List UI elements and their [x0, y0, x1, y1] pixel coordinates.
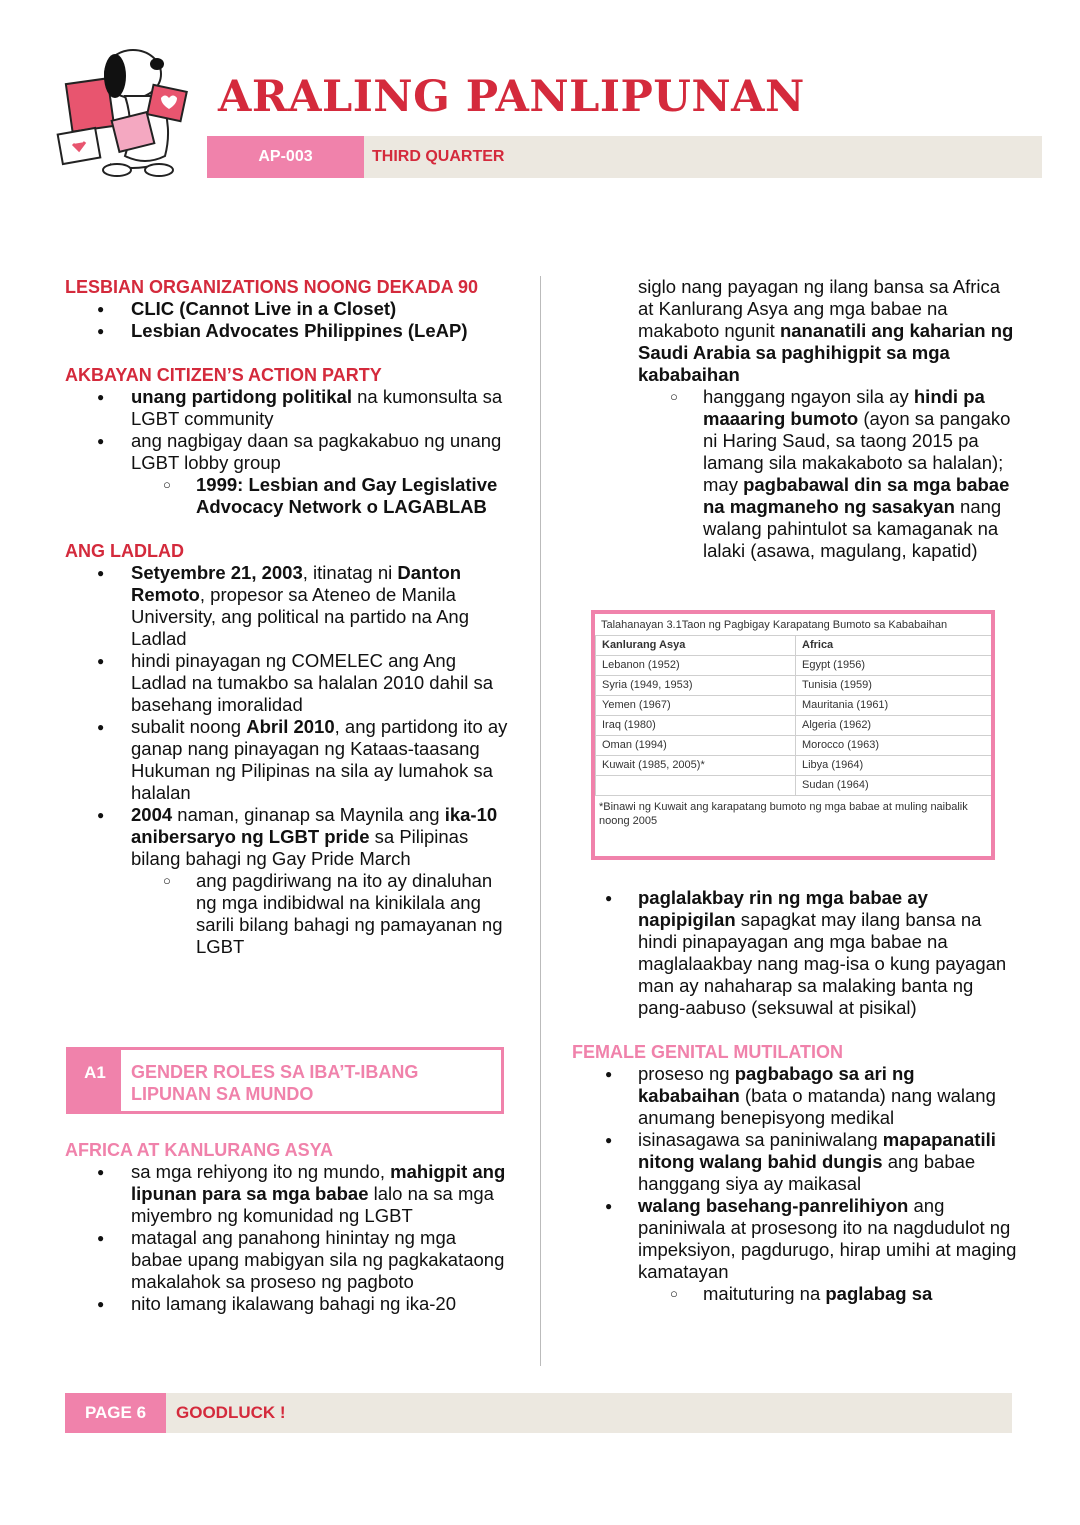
list-item: ● Lesbian Advocates Philippines (LeAP) — [65, 320, 510, 342]
table-row — [596, 656, 992, 676]
table-row — [596, 716, 992, 736]
continued-paragraph: siglo nang payagan ng ilang bansa sa Africa at Kanlurang Asya ang mga babae na makaboto ngunit nananatili ang kaharian ng Saudi Arabia sa paghihigpit sa mga kababaihan — [638, 276, 1014, 385]
table-cell: Mauritania (1961) — [796, 696, 992, 716]
heading-akbayan: AKBAYAN CITIZEN’S ACTION PARTY — [65, 365, 382, 385]
sub-list-item: ○ maituturing na paglabag sa — [572, 1283, 1017, 1305]
voting-rights-table-image — [591, 610, 995, 860]
right-column-top — [572, 276, 1017, 562]
section-tag: A1 — [69, 1050, 121, 1111]
table-cell: Algeria (1962) — [796, 716, 992, 736]
list-item: ● 2004 naman, ginanap sa Maynila ang ika-10 anibersaryo ng LGBT pride sa Pilipinas bilang bahagi ng Gay Pride March — [65, 804, 510, 870]
heading-lesbian-orgs: LESBIAN ORGANIZATIONS NOONG DEKADA 90 — [65, 277, 479, 297]
table-cell: Lebanon (1952) — [596, 656, 796, 676]
snoopy-logo-icon — [55, 36, 195, 181]
quarter-label: THIRD QUARTER — [372, 148, 505, 165]
voting-rights-table — [595, 635, 992, 796]
table-row — [596, 736, 992, 756]
list-item: ● Setyembre 21, 2003, itinatag ni Danton Remoto, propesor sa Ateneo de Manila University, ang political na partido na Ang Ladlad — [65, 562, 510, 650]
table-caption: Talahanayan 3.1Taon ng Pagbigay Karapatang Bumoto sa Kababaihan — [601, 619, 948, 631]
course-code: AP-003 — [207, 136, 364, 178]
table-cell: Syria (1949, 1953) — [596, 676, 796, 696]
table-cell: Iraq (1980) — [596, 716, 796, 736]
list-item: ● ang nagbigay daan sa pagkakabuo ng unang LGBT lobby group — [65, 430, 510, 474]
table-row — [596, 696, 992, 716]
table-cell: Tunisia (1959) — [796, 676, 992, 696]
list-item: ● hindi pinayagan ng COMELEC ang Ang Ladlad na tumakbo sa halalan 2010 dahil sa basehang imoralidad — [65, 650, 510, 716]
left-column-bottom — [65, 1139, 510, 1315]
heading-africa: AFRICA AT KANLURANG ASYA — [65, 1140, 333, 1160]
table-row — [596, 676, 992, 696]
list-item: ● sa mga rehiyong ito ng mundo, mahigpit ang lipunan para sa mga babae lalo na sa mga miyembro ng komunidad ng LGBT — [65, 1161, 510, 1227]
footer-text: GOODLUCK ! — [176, 1403, 286, 1422]
sub-list-item: ○ 1999: Lesbian and Gay Legislative Advocacy Network o LAGABLAB — [65, 474, 510, 518]
page-number: PAGE 6 — [65, 1393, 166, 1433]
table-cell: Kuwait (1985, 2005)* — [596, 756, 796, 776]
section-title: GENDER ROLES SA IBA’T-IBANG LIPUNAN SA MUNDO — [131, 1062, 419, 1104]
table-note: *Binawi ng Kuwait ang karapatang bumoto ng mga babae at muling naibalik noong 2005 — [599, 801, 968, 827]
table-row — [596, 776, 992, 796]
heading-ladlad: ANG LADLAD — [65, 541, 184, 561]
footer-bar — [65, 1393, 1012, 1433]
list-item: ● subalit noong Abril 2010, ang partidong ito ay ganap nang pinayagan ng Kataas-taasang Hukuman ng Pilipinas na sila ay lumahok sa halalan — [65, 716, 510, 804]
list-item: ● unang partidong politikal na kumonsulta sa LGBT community — [65, 386, 510, 430]
right-column-bottom — [572, 887, 1017, 1305]
sub-list-item: ○ ang pagdiriwang na ito ay dinaluhan ng mga indibidwal na kinikilala ang sarili bilang bahagi ng pamayanan ng LGBT — [65, 870, 510, 958]
header-bar — [207, 136, 1042, 178]
table-cell: Yemen (1967) — [596, 696, 796, 716]
table-header-row — [596, 636, 992, 656]
list-item: ● paglalakbay rin ng mga babae ay napipigilan sapagkat may ilang bansa na hindi pinapayagan ang mga babae na maglalaakbay nang mag-isa o kung payagan man ay nahaharap sa malaking banta ng pang-aabuso (seksuwal at pisikal) — [572, 887, 1017, 1019]
table-header-cell: Kanlurang Asya — [596, 636, 796, 656]
section-box-a1 — [66, 1047, 504, 1114]
table-cell: Libya (1964) — [796, 756, 992, 776]
table-cell: Egypt (1956) — [796, 656, 992, 676]
list-item: ● nito lamang ikalawang bahagi ng ika-20 — [65, 1293, 510, 1315]
list-item: ● isinasagawa sa paniniwalang mapapanatili nitong walang bahid dungis ang babae hanggang siya ay maikasal — [572, 1129, 1017, 1195]
list-item: ● walang basehang-panrelihiyon ang paniniwala at prosesong ito na nagdudulot ng impeksiyon, pagdurugo, hirap umihi at maging kamatayan — [572, 1195, 1017, 1283]
page-title: ARALING PANLIPUNAN — [218, 72, 805, 122]
table-cell: Morocco (1963) — [796, 736, 992, 756]
table-cell: Sudan (1964) — [796, 776, 992, 796]
table-header-cell: Africa — [796, 636, 992, 656]
table-cell — [596, 776, 796, 796]
list-item: ● CLIC (Cannot Live in a Closet) — [65, 298, 510, 320]
column-divider — [540, 276, 541, 1366]
table-row — [596, 756, 992, 776]
list-item: ● proseso ng pagbabago sa ari ng kababaihan (bata o matanda) nang walang anumang benepisyong medikal — [572, 1063, 1017, 1129]
heading-fgm: FEMALE GENITAL MUTILATION — [572, 1042, 843, 1062]
left-column-top — [65, 276, 510, 958]
list-item: ● matagal ang panahong hinintay ng mga babae upang mabigyan sila ng pagkakataong makalahok sa proseso ng pagboto — [65, 1227, 510, 1293]
sub-list-item: ○ hanggang ngayon sila ay hindi pa maaaring bumoto (ayon sa pangako ni Haring Saud, sa taong 2015 pa lamang sila makakaboto sa halalan); may pagbabawal din sa mga babae na magmaneho ng sasakyan nang walang pahintulot sa kamaganak na lalaki (asawa, magulang, kapatid) — [572, 386, 1017, 562]
table-cell: Oman (1994) — [596, 736, 796, 756]
